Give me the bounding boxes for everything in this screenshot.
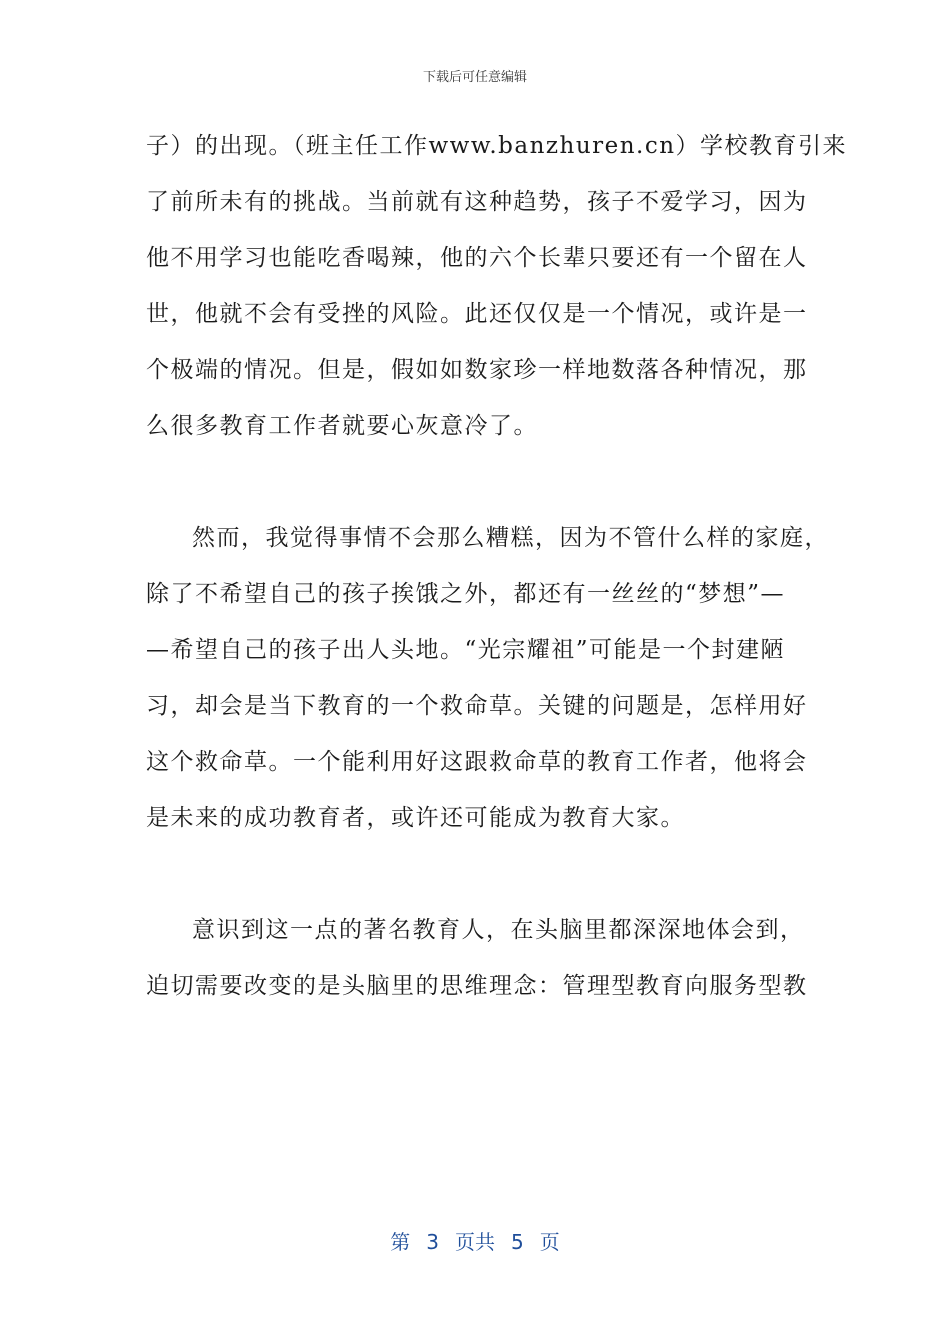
text-line: 是未来的成功教育者，或许还可能成为教育大家。: [146, 805, 685, 831]
text-line: 个极端的情况。但是，假如如数家珍一样地数落各种情况，那: [146, 357, 808, 383]
document-body: [146, 118, 848, 1014]
footer-total-pages: 5: [511, 1230, 524, 1254]
paragraph-gap: [146, 846, 806, 902]
footer-current-page: 3: [426, 1230, 439, 1254]
page-header: 下载后可任意编辑: [422, 70, 527, 85]
text-line: 意识到这一点的著名教育人，在头脑里都深深地体会到，: [192, 917, 805, 943]
text-line: 世，他就不会有受挫的风险。此还仅仅是一个情况，或许是一: [146, 301, 808, 327]
text-line: 习，却会是当下教育的一个救命草。关键的问题是，怎样用好: [146, 693, 808, 719]
page-footer: [0, 1226, 950, 1255]
paragraph-gap: [146, 454, 806, 510]
text-line: 这个救命草。一个能利用好这跟救命草的教育工作者，他将会: [146, 749, 808, 775]
text-line: 子）的出现。（班主任工作www.banzhuren.cn）学校教育引来: [146, 133, 848, 159]
text-line: 然而，我觉得事情不会那么糟糕，因为不管什么样的家庭，: [192, 525, 829, 551]
footer-prefix: 第: [390, 1230, 411, 1254]
text-line: —希望自己的孩子出人头地。“光宗耀祖”可能是一个封建陋: [146, 637, 786, 663]
text-line: 迫切需要改变的是头脑里的思维理念：管理型教育向服务型教: [146, 973, 808, 999]
text-line: 除了不希望自己的孩子挨饿之外，都还有一丝丝的“梦想”—: [146, 581, 786, 607]
text-line: 他不用学习也能吃香喝辣，他的六个长辈只要还有一个留在人: [146, 245, 808, 271]
text-line: 么很多教育工作者就要心灰意冷了。: [146, 413, 538, 439]
footer-middle: 页共: [455, 1230, 495, 1254]
footer-suffix: 页: [539, 1230, 560, 1254]
text-line: 了前所未有的挑战。当前就有这种趋势，孩子不爱学习，因为: [146, 189, 808, 215]
